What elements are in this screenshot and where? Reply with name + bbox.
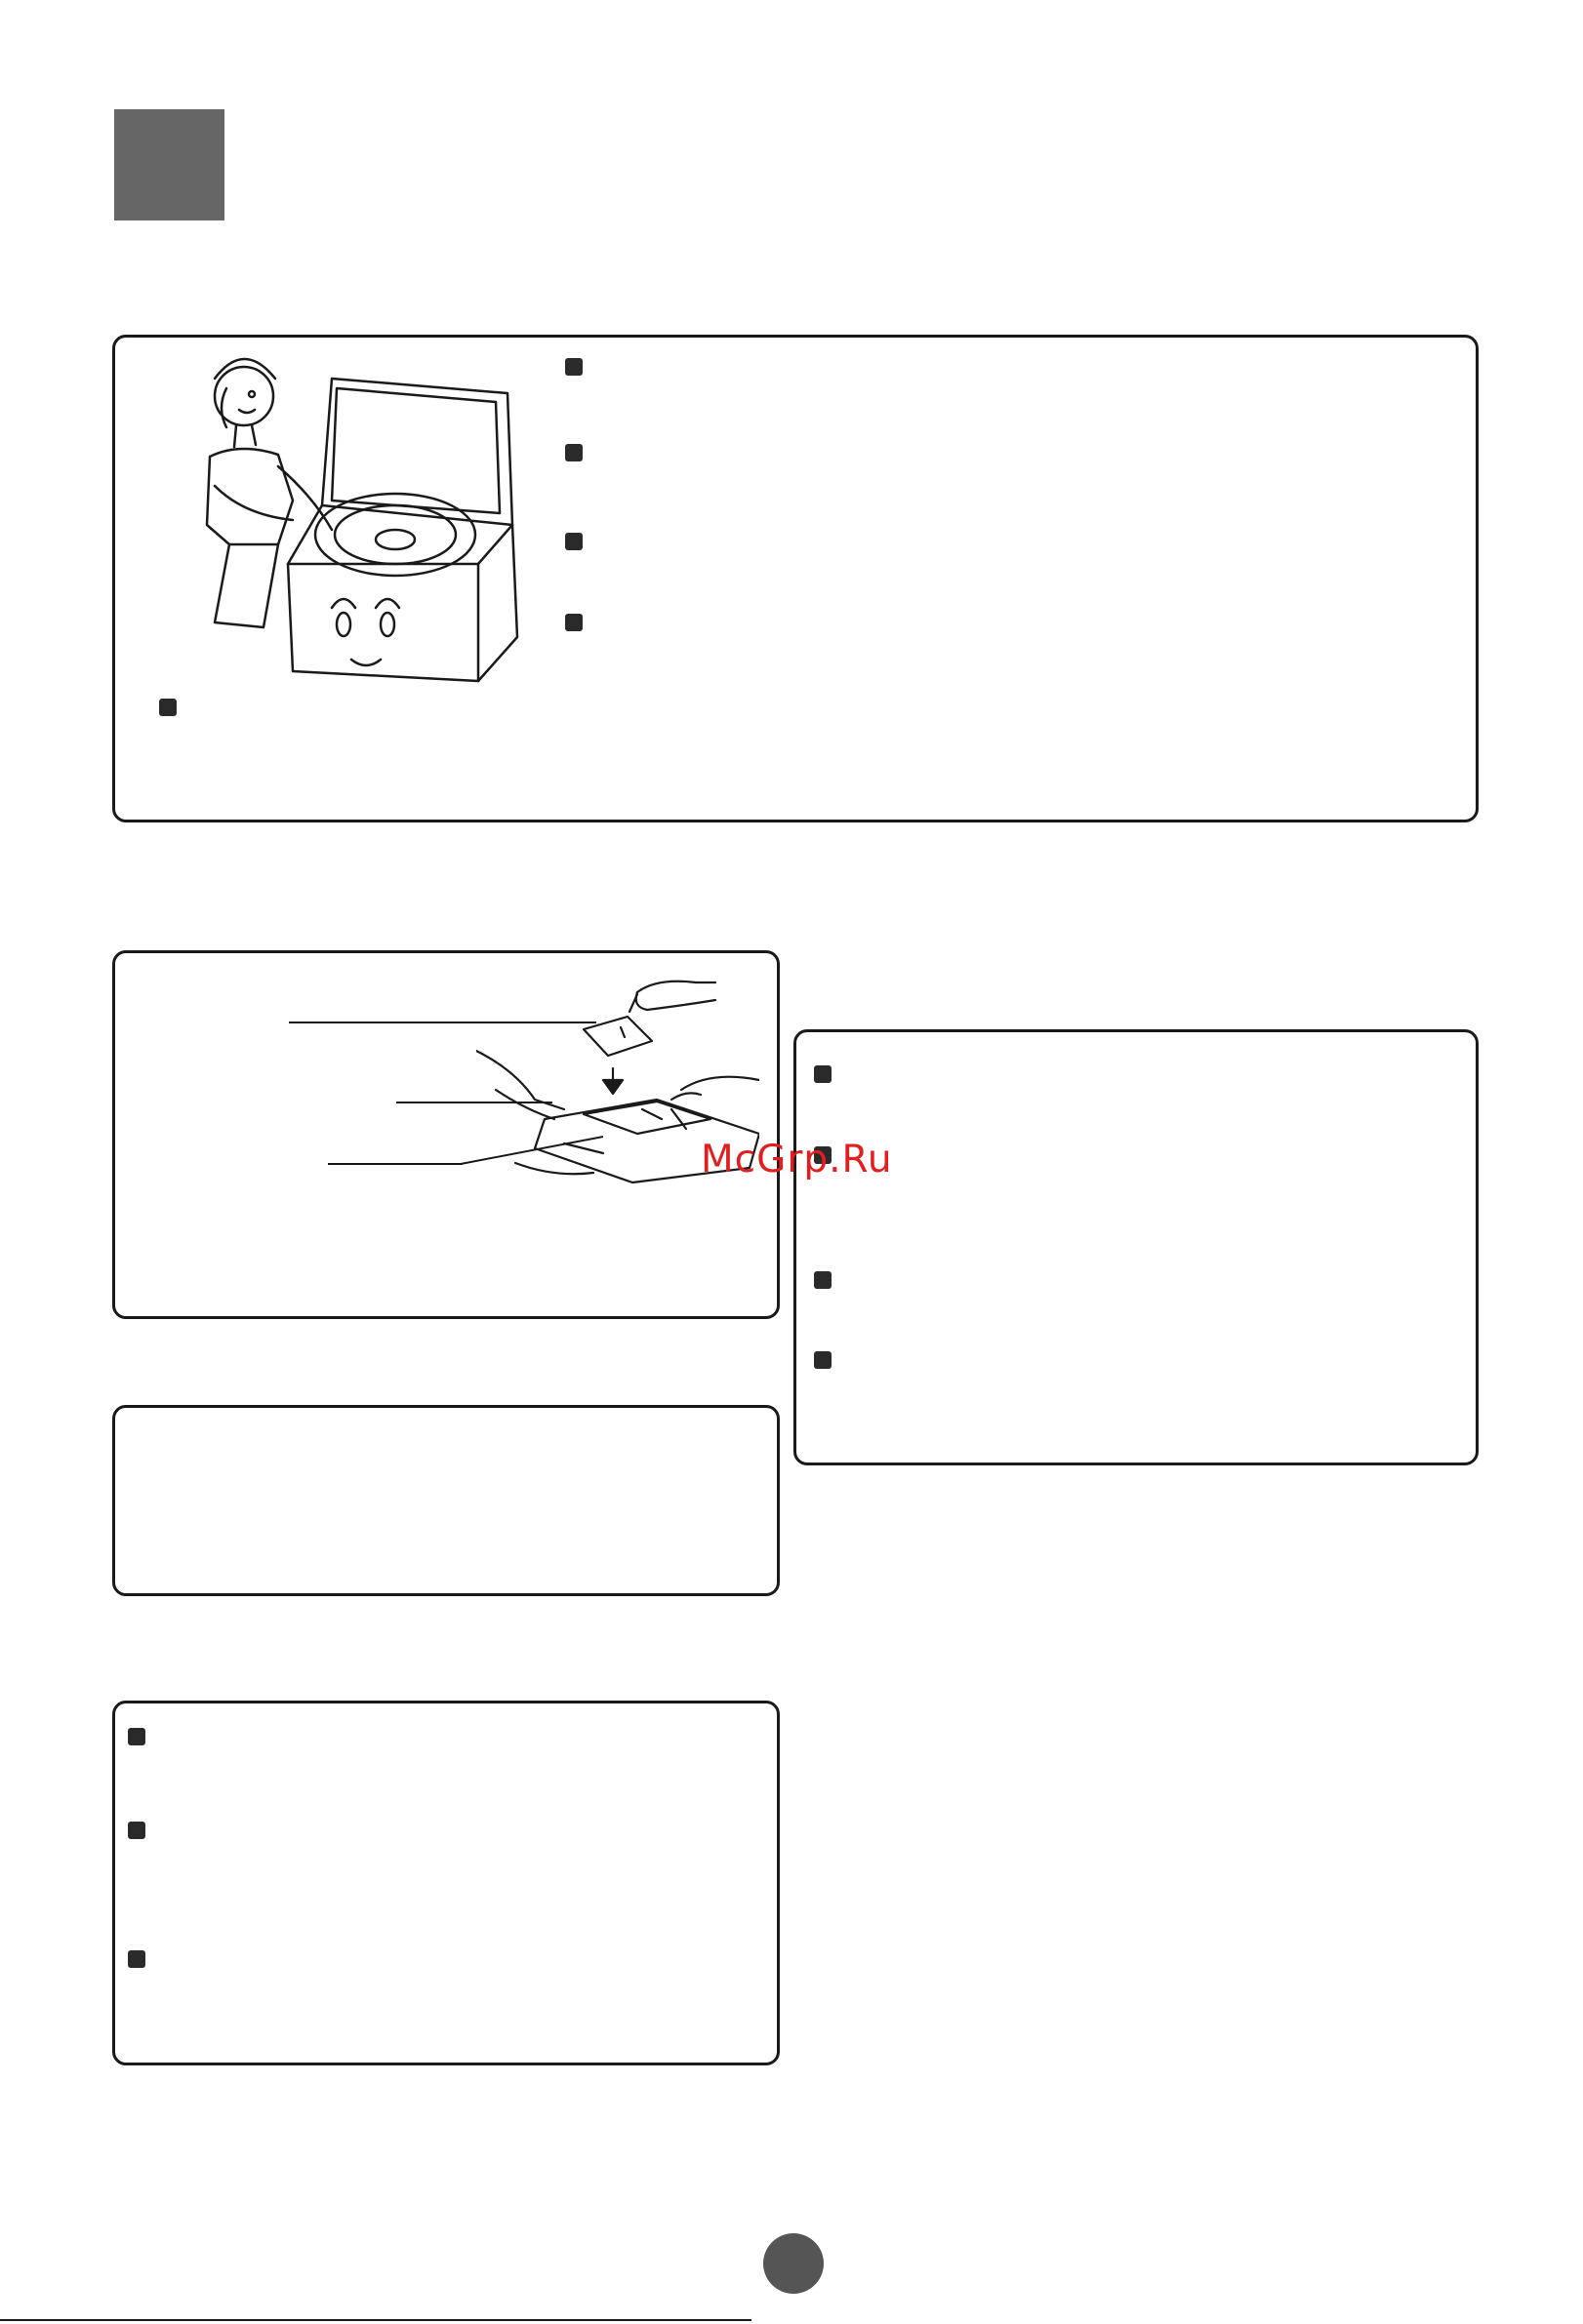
bullet-10 [128,1728,145,1745]
bullet-5 [159,699,177,716]
bullet-9 [814,1351,832,1369]
bullet-1 [565,358,583,376]
bullet-4 [565,614,583,631]
bottom-rule [0,2319,751,2321]
bullet-8 [814,1271,832,1289]
note-box [112,1405,780,1596]
right-instructions-box [793,1029,1479,1465]
woman-loading-washer-illustration [185,349,576,691]
dispenser-diagram-box [112,950,780,1319]
loading-instructions-box [112,335,1479,822]
section-header-square [114,109,224,220]
bullet-3 [565,533,583,550]
bottom-instructions-box [112,1701,780,2065]
bullet-12 [128,1950,145,1968]
bullet-2 [565,444,583,461]
leader-line-3 [328,1163,463,1165]
watermark-text: McGrp.Ru [701,1138,893,1182]
bullet-11 [128,1822,145,1839]
page-number-badge [763,2233,824,2294]
bullet-6 [814,1065,832,1083]
